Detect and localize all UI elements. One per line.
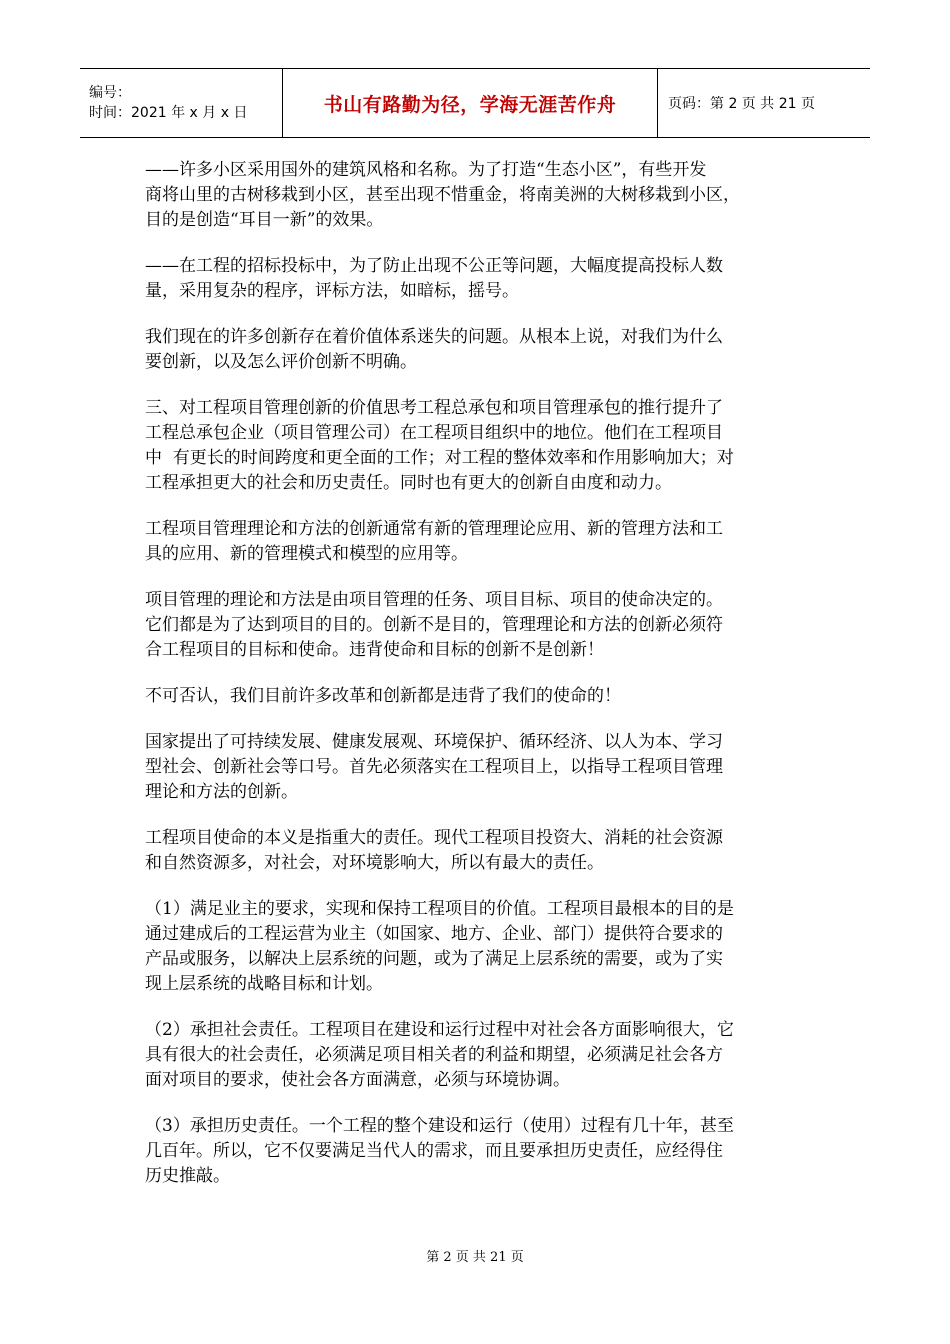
paragraph xyxy=(145,325,810,375)
paragraph-line: 几百年。所以，它不仅要满足当代人的需求，而且要承担历史责任，应经得住 xyxy=(145,1141,723,1161)
paragraph-line: 合工程项目的目标和使命。违背使命和目标的创新不是创新！ xyxy=(145,640,604,660)
paragraph-line: 它们都是为了达到项目的目的。创新不是目的，管理理论和方法的创新必须符 xyxy=(145,615,723,635)
paragraph-line: 我们现在的许多创新存在着价值体系迷失的问题。从根本上说，对我们为什么 xyxy=(145,327,723,347)
paragraph-line: （1）满足业主的要求，实现和保持工程项目的价值。工程项目最根本的目的是 xyxy=(145,899,734,919)
paragraph-line: 产品或服务，以解决上层系统的问题，或为了满足上层系统的需要，或为了实 xyxy=(145,949,723,969)
paragraph-line: 目的是创造“耳目一新”的效果。 xyxy=(145,210,384,230)
footer-page-number: 第 2 页 共 21 页 xyxy=(426,1250,524,1265)
header-motto-cell xyxy=(282,69,658,137)
paragraph-line: 项目管理的理论和方法是由项目管理的任务、项目目标、项目的使命决定的。 xyxy=(145,590,723,610)
paragraph-line: 型社会、创新社会等口号。首先必须落实在工程项目上，以指导工程项目管理 xyxy=(145,757,723,777)
paragraph-line: 具有很大的社会责任，必须满足项目相关者的利益和期望，必须满足社会各方 xyxy=(145,1045,723,1065)
paragraph-line: 国家提出了可持续发展、健康发展观、环境保护、循环经济、以人为本、学习 xyxy=(145,732,723,752)
paragraph-line: 工程总承包企业（项目管理公司）在工程项目组织中的地位。他们在工程项目 xyxy=(145,423,723,443)
paragraph-line: ——在工程的招标投标中，为了防止出现不公正等问题，大幅度提高投标人数 xyxy=(145,256,723,276)
paragraph xyxy=(145,730,810,805)
paragraph xyxy=(145,897,810,997)
page-footer xyxy=(0,1246,950,1265)
paragraph-line: 工程承担更大的社会和历史责任。同时也有更大的创新自由度和动力。 xyxy=(145,473,672,493)
header-page-label: 页码：第 2 页 共 21 页 xyxy=(668,96,815,112)
paragraph-line: 历史推敲。 xyxy=(145,1166,230,1186)
paragraph-line: 通过建成后的工程运营为业主（如国家、地方、企业、部门）提供符合要求的 xyxy=(145,924,723,944)
document-number-label: 编号： xyxy=(89,85,131,101)
paragraph-line: 要创新，以及怎么评价创新不明确。 xyxy=(145,352,417,372)
paragraph-line: ——许多小区采用国外的建筑风格和名称。为了打造“生态小区”，有些开发 xyxy=(145,160,707,180)
paragraph-line: 现上层系统的战略目标和计划。 xyxy=(145,974,383,994)
paragraph-line: （3）承担历史责任。一个工程的整个建设和运行（使用）过程有几十年，甚至 xyxy=(145,1116,734,1136)
document-date-label: 时间：2021 年 x 月 x 日 xyxy=(89,105,248,121)
paragraph xyxy=(145,517,810,567)
page-header xyxy=(80,68,870,138)
paragraph-line: 理论和方法的创新。 xyxy=(145,782,298,802)
paragraph xyxy=(145,254,810,304)
paragraph xyxy=(145,1018,810,1093)
paragraph xyxy=(145,1114,810,1189)
paragraph-line: 工程项目使命的本义是指重大的责任。现代工程项目投资大、消耗的社会资源 xyxy=(145,828,723,848)
header-motto: 书山有路勤为径，学海无涯苦作舟 xyxy=(323,93,617,116)
paragraph xyxy=(145,588,810,663)
paragraph-line: （2）承担社会责任。工程项目在建设和运行过程中对社会各方面影响很大，它 xyxy=(145,1020,734,1040)
header-left-cell xyxy=(80,69,282,137)
paragraph xyxy=(145,684,810,709)
paragraph-line: 中 有更长的时间跨度和更全面的工作；对工程的整体效率和作用影响加大；对 xyxy=(145,448,734,468)
paragraph-line: 和自然资源多，对社会，对环境影响大，所以有最大的责任。 xyxy=(145,853,604,873)
paragraph-line: 三、对工程项目管理创新的价值思考工程总承包和项目管理承包的推行提升了 xyxy=(145,398,723,418)
paragraph xyxy=(145,826,810,876)
paragraph xyxy=(145,158,810,233)
paragraph-line: 工程项目管理理论和方法的创新通常有新的管理理论应用、新的管理方法和工 xyxy=(145,519,723,539)
paragraph-line: 商将山里的古树移栽到小区，甚至出现不惜重金，将南美洲的大树移栽到小区， xyxy=(145,185,740,205)
paragraph-line: 面对项目的要求，使社会各方面满意，必须与环境协调。 xyxy=(145,1070,570,1090)
paragraph-line: 量，采用复杂的程序，评标方法，如暗标，摇号。 xyxy=(145,281,519,301)
paragraph-line: 具的应用、新的管理模式和模型的应用等。 xyxy=(145,544,468,564)
paragraph-line: 不可否认，我们目前许多改革和创新都是违背了我们的使命的！ xyxy=(145,686,621,706)
document-body xyxy=(145,158,810,1210)
paragraph xyxy=(145,396,810,496)
header-page-cell xyxy=(658,69,870,137)
